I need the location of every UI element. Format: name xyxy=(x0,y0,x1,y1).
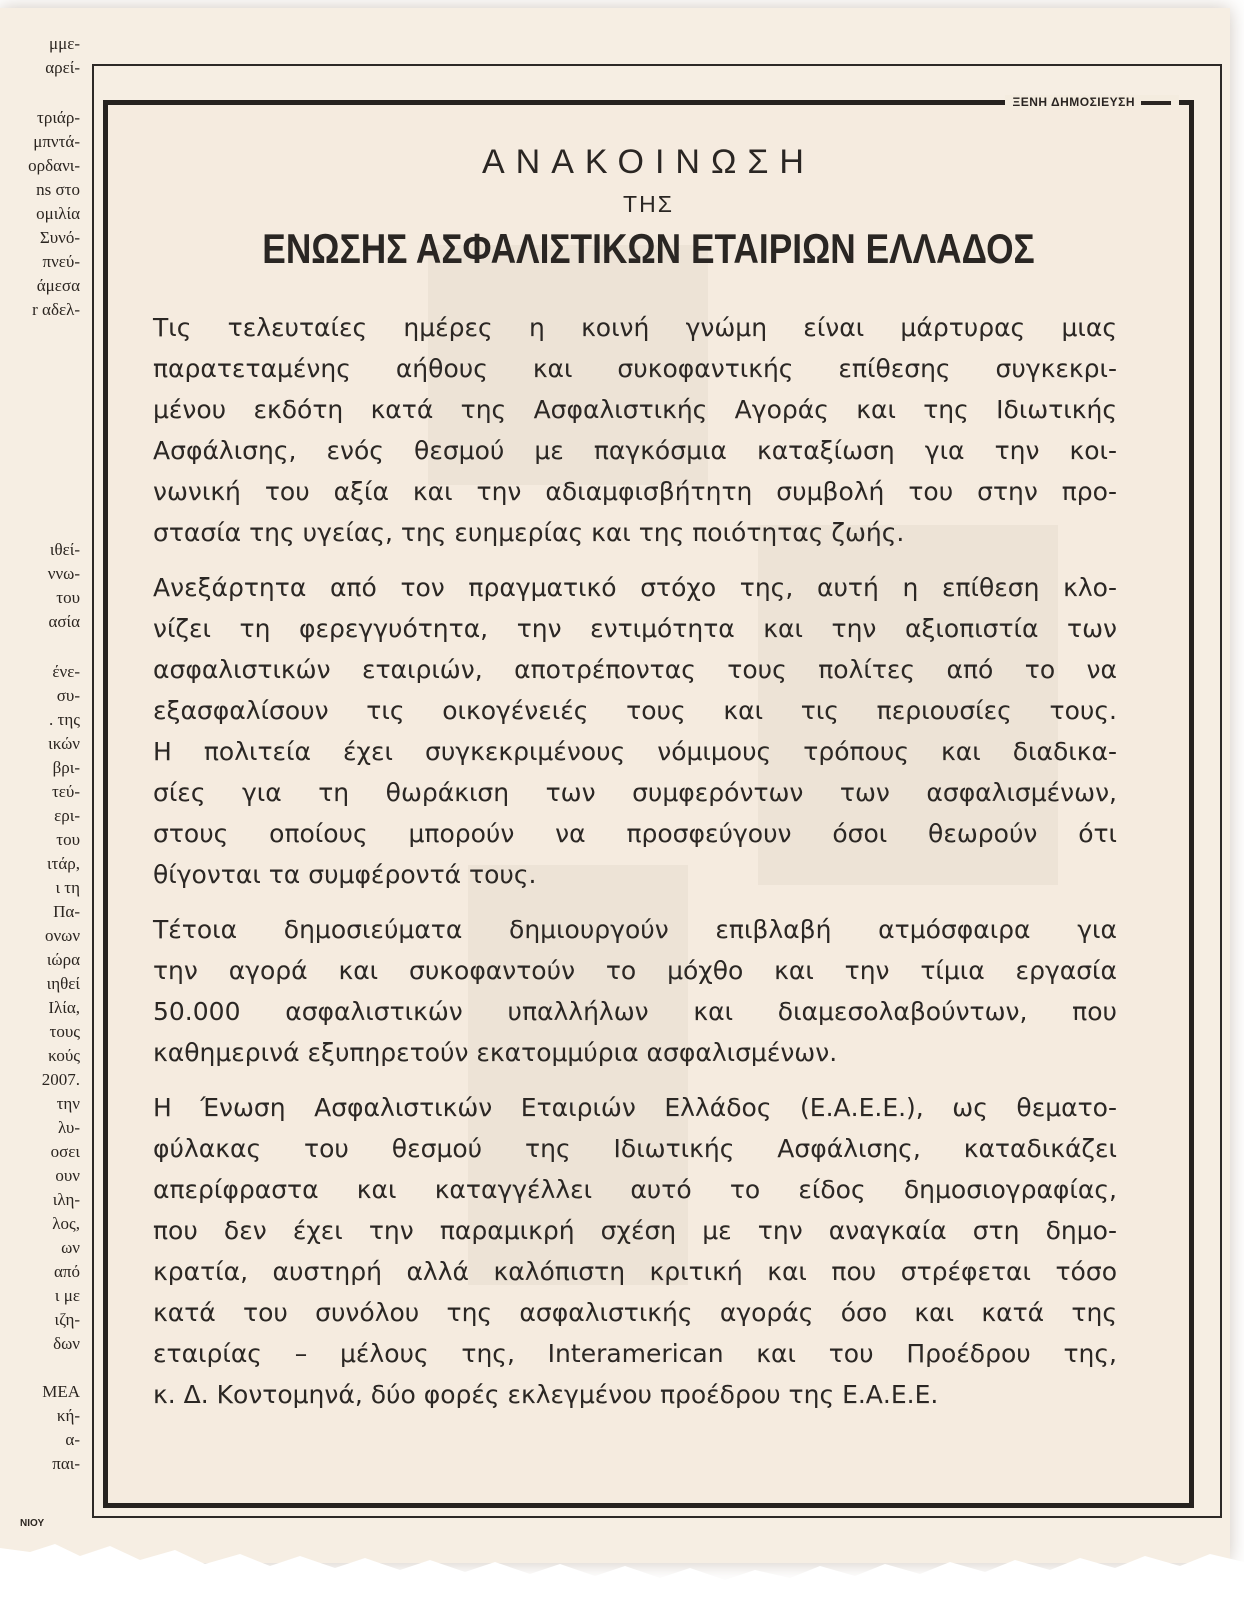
adjacent-column-line: ιτάρ, xyxy=(46,854,80,873)
adjacent-column-line: ι τη xyxy=(55,878,80,897)
adjacent-column-line: λυ- xyxy=(57,1118,80,1137)
adjacent-column-line: μμε- xyxy=(48,34,80,53)
adjacent-column-line: ιζη- xyxy=(54,1310,80,1329)
paragraph-line: Ασφάλισης, ενός θεσμού με παγκόσμια καταξίωση για την κοι- xyxy=(153,436,1117,465)
adjacent-column-line: ων xyxy=(61,1238,80,1257)
paragraph xyxy=(153,909,1117,1073)
newspaper-clipping xyxy=(0,8,1230,1563)
adjacent-column-line: οσει xyxy=(50,1142,80,1161)
paragraph-line: φύλακας του θεσμού της Ιδιωτικής Ασφάλισης, καταδικάζει xyxy=(153,1134,1117,1163)
adjacent-column-line: κούς xyxy=(48,1046,80,1065)
paragraph-line: μένου εκδότη κατά της Ασφαλιστικής Αγοράς και της Ιδιωτικής xyxy=(153,395,1117,424)
adjacent-column-line: Συνό- xyxy=(39,228,80,247)
adjacent-column-line: συ- xyxy=(56,686,80,705)
adjacent-column-line: ιθεί- xyxy=(49,540,80,559)
paragraph-line: κρατία, αυστηρή αλλά καλόπιστη κριτική και που στρέφεται τόσο xyxy=(153,1257,1117,1286)
adjacent-column-line: Πα- xyxy=(53,902,80,921)
paragraph-line: Η πολιτεία έχει συγκεκριμένους νόμιμους τρόπους και διαδικα- xyxy=(153,737,1117,766)
paragraph-line: 50.000 ασφαλιστικών υπαλλήλων και διαμεσολαβούντων, που xyxy=(153,997,1117,1026)
adjacent-column-line: τους xyxy=(49,1022,80,1041)
adjacent-column-line: παι- xyxy=(52,1454,80,1473)
adjacent-column-line: Ιλία, xyxy=(48,998,80,1017)
paragraph-line: κ. Δ. Κοντομηνά, δύο φορές εκλεγμένου προέδρου της Ε.Α.Ε.Ε. xyxy=(153,1380,939,1409)
adjacent-column-line: πνεύ- xyxy=(42,252,80,271)
paragraph-line: στασία της υγείας, της ευημερίας και της ποιότητας ζωής. xyxy=(153,518,905,547)
adjacent-column-line: ι με xyxy=(54,1286,80,1305)
adjacent-column-line: ουν xyxy=(55,1166,80,1185)
paragraph-line: Τις τελευταίες ημέρες η κοινή γνώμη είναι μάρτυρας μιας xyxy=(153,313,1117,342)
adjacent-column-line: ένε- xyxy=(52,662,80,681)
adjacent-column-line: του xyxy=(56,588,80,607)
paragraph-line: θίγονται τα συμφέροντά τους. xyxy=(153,860,537,889)
adjacent-column-line: ιηθεί xyxy=(46,974,80,993)
torn-paper-edge xyxy=(0,1520,1244,1600)
adjacent-column-line: αρεί- xyxy=(45,58,80,77)
paragraph-line: που δεν έχει την παραμικρή σχέση με την αναγκαία στη δημο- xyxy=(153,1216,1117,1245)
adjacent-column-line: ικών xyxy=(48,734,80,753)
paragraph-line: Ανεξάρτητα από τον πραγματικό στόχο της, αυτή η επίθεση κλο- xyxy=(153,573,1117,602)
adjacent-column-line: ΜΕΑ xyxy=(42,1382,80,1401)
heading-organization: ΕΝΩΣΗΣ ΑΣΦΑΛΙΣΤΙΚΩΝ ΕΤΑΙΡΙΩΝ ΕΛΛΑΔΟΣ xyxy=(262,225,1035,272)
paragraph-line: σίες για τη θωράκιση των συμφερόντων των ασφαλισμένων, xyxy=(153,778,1117,807)
adjacent-column-line: μπντά- xyxy=(33,132,80,151)
adjacent-column-line: 2007. xyxy=(41,1070,80,1089)
adjacent-column-line: τριάρ- xyxy=(37,108,80,127)
adjacent-column-line: λος, xyxy=(52,1214,80,1233)
adjacent-column-line: ασία xyxy=(48,612,80,631)
adjacent-column-line: ιώρα xyxy=(46,950,80,969)
adjacent-column-line: ννω- xyxy=(47,564,80,583)
adjacent-column-line: ns στο xyxy=(36,180,80,199)
adjacent-column-line: δων xyxy=(53,1334,80,1353)
adjacent-column-line: . της xyxy=(49,710,80,729)
adjacent-column-line: α- xyxy=(65,1430,80,1449)
adjacent-column-line: τεύ- xyxy=(51,782,80,801)
paragraph-line: ασφαλιστικών εταιριών, αποτρέποντας τους πολίτες από το να xyxy=(153,655,1117,684)
heading-of: ΤΗΣ xyxy=(623,191,674,217)
paragraph-line: Η Ένωση Ασφαλιστικών Εταιριών Ελλάδος (Ε.Α.Ε.Ε.), ως θεματο- xyxy=(153,1093,1117,1122)
paragraph xyxy=(153,307,1117,553)
adjacent-column-line: ορδανι- xyxy=(28,156,80,175)
adjacent-column-line: κή- xyxy=(56,1406,80,1425)
paragraph-line: παρατεταμένης αήθους και συκοφαντικής επίθεσης συγκεκρι- xyxy=(153,354,1117,383)
paragraph-line: εταιρίας – μέλους της, Interamerican και του Προέδρου της, xyxy=(153,1339,1117,1368)
paragraph-line: Τέτοια δημοσιεύματα δημιουργούν επιβλαβή ατμόσφαιρα για xyxy=(153,915,1117,944)
paragraph-line: στους οποίους μπορούν να προσφεύγουν όσοι θεωρούν ότι xyxy=(153,819,1117,848)
paragraph-line: την αγορά και συκοφαντούν το μόχθο και την τίμια εργασία xyxy=(153,956,1117,985)
paragraph xyxy=(153,567,1117,895)
announcement-body xyxy=(153,307,1117,1415)
paragraph-line: καθημερινά εξυπηρετούν εκατομμύρια ασφαλισμένων. xyxy=(153,1038,838,1067)
adjacent-column-line: ερι- xyxy=(54,806,80,825)
announcement-box xyxy=(103,95,1194,1508)
paragraph-line: νίζει τη φερεγγυότητα, την εντιμότητα και την αξιοπιστία των xyxy=(153,614,1117,643)
adjacent-column-fragment xyxy=(0,8,88,1563)
adjacent-column-line: ονων xyxy=(44,926,80,945)
adjacent-column-line: r αδελ- xyxy=(32,300,80,319)
adjacent-column-footer: ΝΙΟΥ xyxy=(20,1518,45,1529)
paragraph xyxy=(153,1087,1117,1415)
paragraph-line: εξασφαλίσουν τις οικογένειές τους και τις περιουσίες τους. xyxy=(153,696,1117,725)
paragraph-line: νωνική του αξία και την αδιαμφισβήτητη συμβολή του στην προ- xyxy=(153,477,1117,506)
adjacent-column-line: βρι- xyxy=(52,758,80,777)
adjacent-column-line: την xyxy=(56,1094,80,1113)
heading-announcement: ΑΝΑΚΟΙΝΩΣΗ xyxy=(482,143,815,181)
adjacent-column-line: ομιλία xyxy=(36,204,80,223)
adjacent-column-line: από xyxy=(54,1262,80,1281)
adjacent-column-line: του xyxy=(56,830,80,849)
paragraph-line: κατά του συνόλου της ασφαλιστικής αγοράς όσο και κατά της xyxy=(153,1298,1117,1327)
adjacent-column-line: άμεσα xyxy=(36,276,80,295)
adjacent-column-line: ιλη- xyxy=(52,1190,80,1209)
source-tag: ΞΕΝΗ ΔΗΜΟΣΙΕΥΣΗ xyxy=(1005,95,1179,109)
paragraph-line: απερίφραστα και καταγγέλλει αυτό το είδος δημοσιογραφίας, xyxy=(153,1175,1117,1204)
